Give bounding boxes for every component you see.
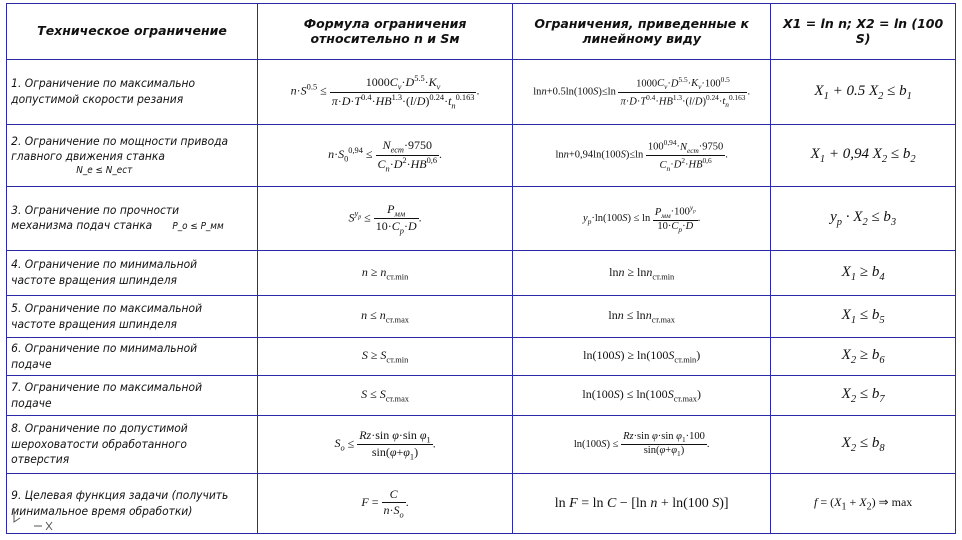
row-description: 2. Ограничение по мощности привода главного движения станка N_e ≤ N_ест [7,125,240,187]
row-linear-form: lnn ≥ lnn$_{ст.min}$ [513,251,771,296]
row-substitution: $X_1 \le b_5$ [771,296,956,338]
row-formula: $S^{y_p}$ ≤ $P_{мм}$ $10\cdot C_p\cdot D$ . [258,187,513,251]
row-formula: F = $\frac{C}{n\cdot S_o}$ . [258,474,513,534]
row-substitution: $X_1 \ge b_4$ [771,251,956,296]
constraints-table [6,3,956,534]
row-formula: $S \ge S_{ст.min}$ [258,338,513,376]
row-description: 1. Ограничение по максимально допустимой скорости резания [7,60,240,125]
row-description: 3. Ограничение по прочности механизма подач станка P_o ≤ P_мм [7,187,240,251]
row-substitution: $f = (X_1 + X_2)$ ⇒ max [771,474,956,534]
table-row [7,125,956,187]
table-row [7,251,956,296]
row-formula: $S \le S_{ст.max}$ [258,376,513,416]
row-description: 6. Ограничение по минимальной подаче [7,338,240,376]
table-row [7,474,956,534]
table-row [7,376,956,416]
header-variable-substitution: X1 = ln n; X2 = ln (100 S) [771,4,956,60]
row-substitution: $X_2 \ge b_6$ [771,338,956,376]
row-substitution: $y_p \cdot X_2 \le b_3$ [771,187,956,251]
row-formula: $n\cdot S_0^{0,94}$ ≤ $N_{ест}\cdot 9750$ $C_n\cdot D^2\cdot HB^{0,6}$ . [258,125,513,187]
row-description: 9. Целевая функция задачи (получить минимальное время обработки) [7,474,240,534]
row-formula: $n \le n_{ст.max}$ [258,296,513,338]
header-constraint-formula: Формула ограничения относительно n и Sм [258,4,513,60]
cursor-marker-icon [8,488,68,534]
table-row [7,416,956,474]
row-description: 4. Ограничение по минимальной частоте вращения шпинделя [7,251,240,296]
row-linear-form: $y_p\cdot\ln(100S) \le \ln$ $P_{мм}\cdot 100^{y_p}$ $10\cdot C_p\cdot D$ . [513,187,771,251]
row-description: 5. Ограничение по максимальной частоте вращения шпинделя [7,296,240,338]
header-row [7,4,956,60]
row-substitution: $X_2 \le b_7$ [771,376,956,416]
row-linear-form: lnn ≤ lnn$_{ст.max}$ [513,296,771,338]
row-linear-form: ln F = ln C − [ln n + ln(100 S)] [513,474,771,534]
row-formula: $n\cdot S^{0.5}$ ≤ $1000C_v\cdot D^{5.5}\cdot K_v$ $\pi\cdot D\cdot T^{0.4}\cdot HB^{1.3}\cdot(l/D)^{0.24}\cdot t_п^{0.163}$ . [258,60,513,125]
row-formula: $S_o$ ≤ $\frac{Rz\cdot\sin \varphi\cdot\sin \varphi_1}{\sin(\varphi+\varphi_1)}$ . [258,416,513,474]
row-description: 8. Ограничение по допустимой шероховатости обработанного отверстия [7,416,240,474]
table-row [7,60,956,125]
row-linear-form: $\ln(100S) \ge \ln(100S_{ст.min})$ [513,338,771,376]
row-linear-form: $\ln(100S) \le \ln(100S_{ст.max})$ [513,376,771,416]
row-substitution: $X_2 \le b_8$ [771,416,956,474]
row-description: 7. Ограничение по максимальной подаче [7,376,240,416]
feed-force-condition: P_o ≤ P_мм [171,221,224,233]
table-row [7,187,956,251]
row-substitution: $X_1 + 0.5$ $X_2 \le b_1$ [771,60,956,125]
row-linear-form: lnn+0,94ln(100S)≤ln $100^{0,94}\cdot N_{ест}\cdot 9750$ $C_n\cdot D^2\cdot HB^{0,6}$ . [513,125,771,187]
row-linear-form: ln(100S) ≤ $\frac{Rz\cdot\sin \varphi\cdot\sin \varphi_1\cdot 100}{\sin(\varphi+\varphi_1)}$ . [513,416,771,474]
row-linear-form: lnn+0.5ln(100S)≤ln $1000C_v\cdot D^{5.5}\cdot K_v\cdot 100^{0.5}$ $\pi\cdot D\cdot T^{0.4}\cdot HB^{1.3}\cdot(l/D)^{0.24}\cdot t_п^{0.163}$ . [513,60,771,125]
power-condition: N_e ≤ N_ест [75,164,132,176]
row-substitution: $X_1 + 0,94$ $X_2 \le b_2$ [771,125,956,187]
header-linearized-constraints: Ограничения, приведенные к линейному виду [513,4,771,60]
row-formula: $n \ge n_{ст.min}$ [258,251,513,296]
table-row [7,296,956,338]
table-row [7,338,956,376]
header-technical-constraint: Техническое ограничение [7,4,258,60]
